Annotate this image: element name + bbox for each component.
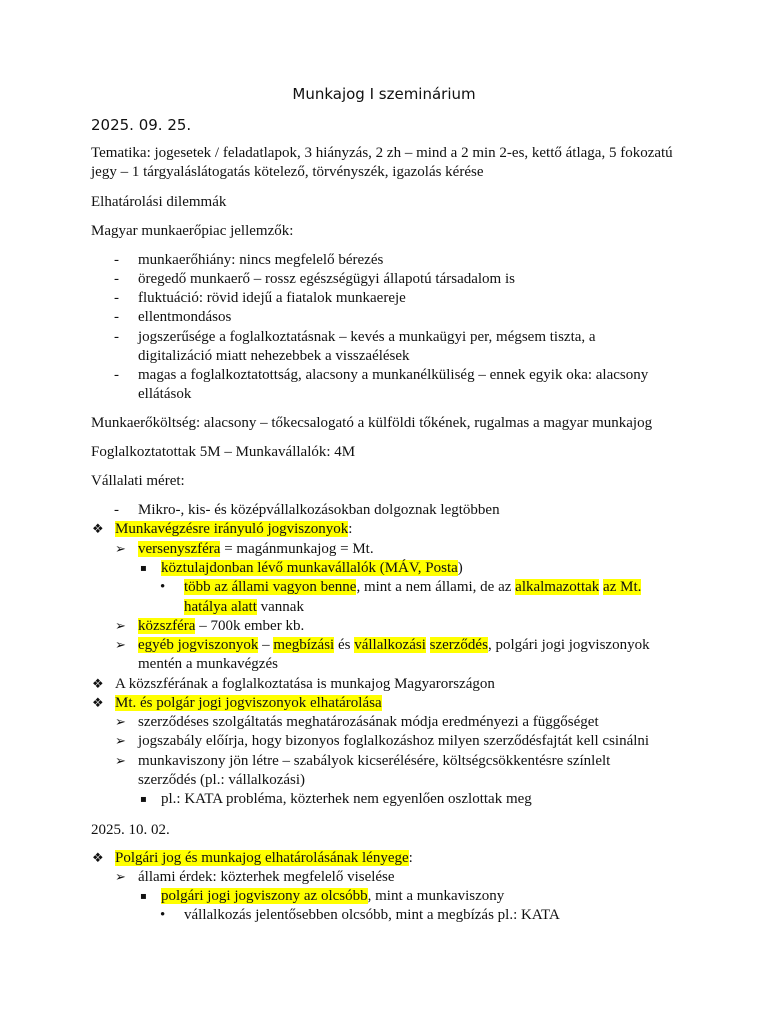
- list-item: köztulajdonban lévő munkavállalók (MÁV, Posta): [161, 560, 463, 576]
- koltseg-paragraph: Munkaerőköltség: alacsony – tőkecsalogató a külföldi tőkének, rugalmas a magyar munkajog: [91, 415, 653, 431]
- dash-bullet: -: [114, 502, 119, 518]
- list-item: közszféra – 700k ember kb.: [138, 618, 305, 634]
- section-heading: Polgári jog és munkajog elhatárolásának lényege:: [115, 850, 413, 866]
- list-item: pl.: KATA probléma, közterhek nem egyenlően oszlottak meg: [161, 791, 532, 807]
- square-bullet-icon: ▪: [140, 794, 147, 805]
- dash-bullet: -: [114, 367, 119, 383]
- arrow-bullet-icon: ➢: [115, 870, 126, 885]
- list-item: Mikro-, kis- és középvállalkozásokban dolgoznak legtöbben: [138, 502, 500, 518]
- foglalkoztatottak-paragraph: Foglalkoztatottak 5M – Munkavállalók: 4M: [91, 444, 356, 460]
- dash-bullet: -: [114, 290, 119, 306]
- dash-bullet: -: [114, 329, 119, 345]
- list-item-continuation: mentén a munkavégzés: [138, 656, 278, 672]
- tematika-paragraph: Tematika: jogesetek / feladatlapok, 3 hiányzás, 2 zh – mind a 2 min 2-es, kettő átlaga, 5 fokozatú jegy – 1 tárgyaláslátogatás kötelező, törvényszék, igazolás kérése: [91, 145, 673, 180]
- diamond-bullet-icon: ❖: [92, 522, 104, 537]
- diamond-bullet-icon: ❖: [92, 696, 104, 711]
- list-item-continuation: hatálya alatt vannak: [184, 599, 304, 615]
- list-item: munkaviszony jön létre – szabályok kicserélésére, költségcsökkentésre színlelt: [138, 753, 611, 769]
- dot-bullet: •: [160, 907, 166, 923]
- square-bullet-icon: ▪: [140, 563, 147, 574]
- list-item: egyéb jogviszonyok – megbízási és vállalkozási szerződés, polgári jogi jogviszonyok: [138, 637, 650, 653]
- list-item-continuation: szerződés (pl.: vállalkozási): [138, 772, 306, 788]
- list-item: szerződéses szolgáltatás meghatározásának módja eredményezi a függőséget: [138, 714, 599, 730]
- dash-bullet: -: [114, 271, 119, 287]
- list-item-continuation: digitalizáció miatt nehezebbek a visszaélések: [138, 348, 410, 364]
- list-item: munkaerőhiány: nincs megfelelő bérezés: [138, 252, 384, 268]
- page-title: Munkajog I szeminárium: [292, 85, 476, 103]
- list-item: vállalkozás jelentősebben olcsóbb, mint a megbízás pl.: KATA: [184, 907, 560, 923]
- date-heading-1: 2025. 09. 25.: [91, 116, 192, 134]
- arrow-bullet-icon: ➢: [115, 715, 126, 730]
- list-item: polgári jogi jogviszony az olcsóbb, mint a munkaviszony: [161, 888, 505, 904]
- section-heading: Mt. és polgár jogi jogviszonyok elhatárolása: [115, 695, 382, 711]
- list-item: állami érdek: közterhek megfelelő viselése: [138, 869, 395, 885]
- list-item: öregedő munkaerő – rossz egészségügyi állapotú társadalom is: [138, 271, 515, 287]
- list-item: versenyszféra = magánmunkajog = Mt.: [138, 541, 374, 557]
- arrow-bullet-icon: ➢: [115, 754, 126, 769]
- section-heading: Munkavégzésre irányuló jogviszonyok:: [115, 521, 353, 537]
- arrow-bullet-icon: ➢: [115, 734, 126, 749]
- elhatarolasi-heading: Elhatárolási dilemmák: [91, 194, 227, 210]
- magyar-heading: Magyar munkaerőpiac jellemzők:: [91, 223, 294, 239]
- arrow-bullet-icon: ➢: [115, 542, 126, 557]
- list-item: jogszabály előírja, hogy bizonyos foglalkozáshoz milyen szerződésfajtát kell csinálni: [138, 733, 650, 749]
- list-item: ellentmondásos: [138, 309, 232, 325]
- list-item: több az állami vagyon benne, mint a nem állami, de az alkalmazottak az Mt.: [184, 579, 642, 595]
- list-item: magas a foglalkoztatottság, alacsony a munkanélküliség – ennek egyik oka: alacsony: [138, 367, 649, 383]
- list-item: fluktuáció: rövid idejű a fiatalok munkaereje: [138, 290, 406, 306]
- diamond-bullet-icon: ❖: [92, 851, 104, 866]
- vallalati-heading: Vállalati méret:: [91, 473, 185, 489]
- arrow-bullet-icon: ➢: [115, 638, 126, 653]
- list-item: jogszerűsége a foglalkoztatásnak – kevés a munkaügyi per, mégsem tiszta, a: [138, 329, 596, 345]
- section-heading: A közszférának a foglalkoztatása is munkajog Magyarországon: [115, 676, 495, 692]
- list-item-continuation: ellátások: [138, 386, 192, 402]
- date-heading-2: 2025. 10. 02.: [91, 822, 170, 838]
- dot-bullet: •: [160, 579, 166, 595]
- arrow-bullet-icon: ➢: [115, 619, 126, 634]
- dash-bullet: -: [114, 309, 119, 325]
- dash-bullet: -: [114, 252, 119, 268]
- square-bullet-icon: ▪: [140, 891, 147, 902]
- diamond-bullet-icon: ❖: [92, 677, 104, 692]
